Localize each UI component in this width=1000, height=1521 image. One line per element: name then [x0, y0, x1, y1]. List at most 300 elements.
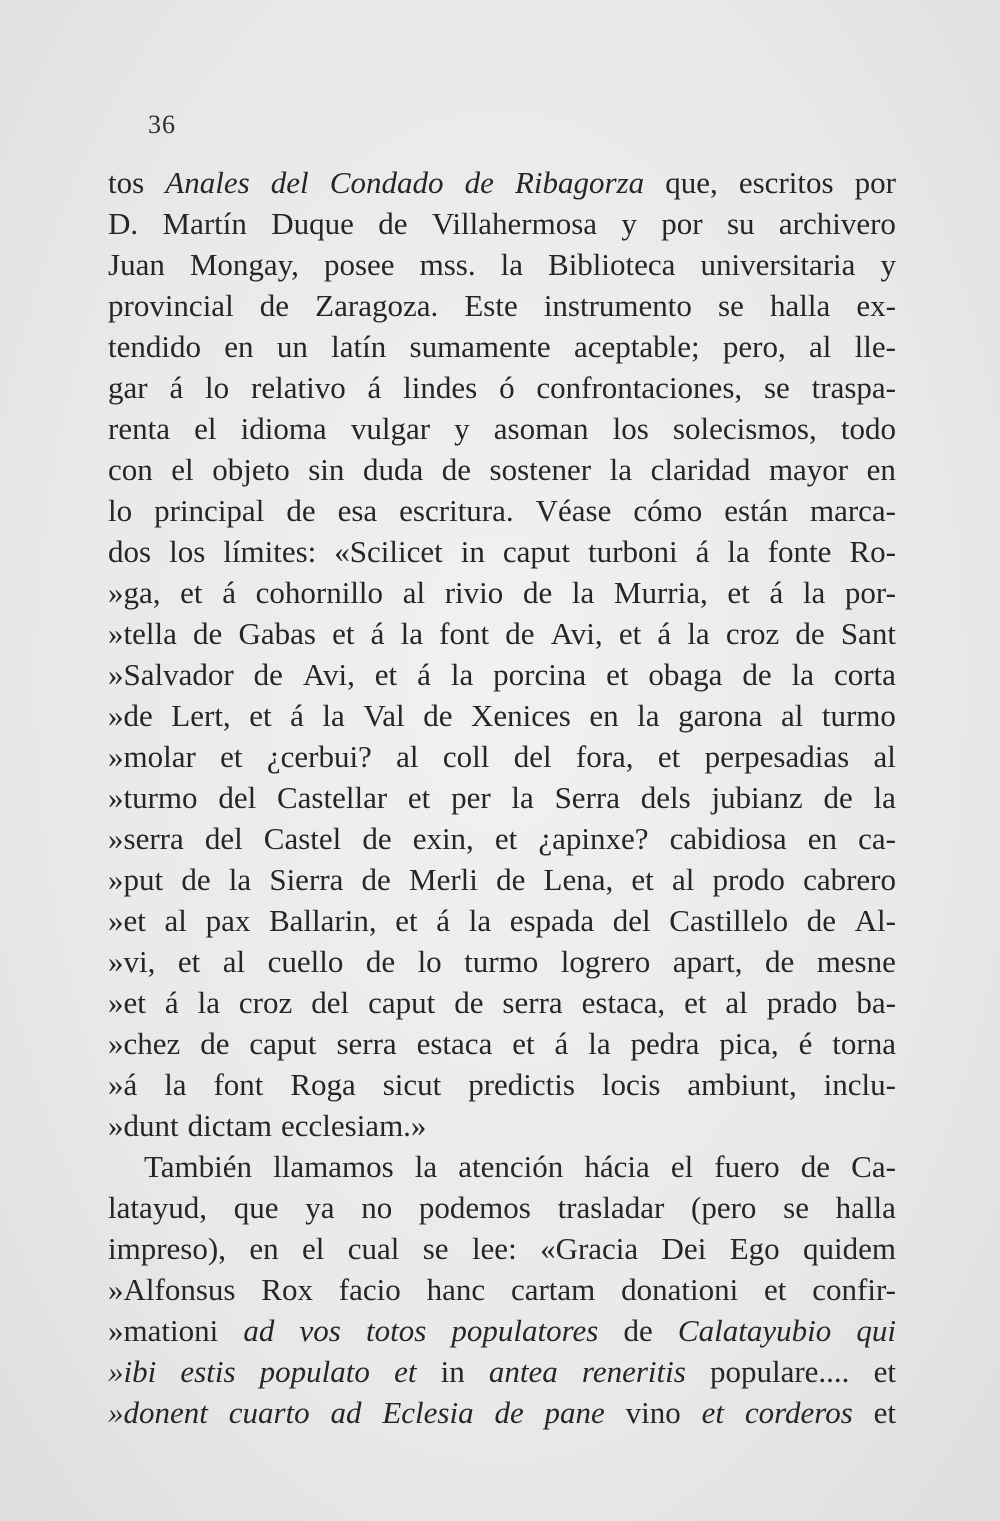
word: de	[441, 452, 472, 487]
text-line	[108, 285, 896, 326]
italic-word: Eclesia	[382, 1395, 474, 1430]
word: su	[726, 206, 755, 241]
word: »put	[108, 862, 164, 897]
text-line	[108, 818, 896, 859]
word: et	[220, 739, 243, 774]
text-line	[108, 654, 896, 695]
word: garona	[678, 698, 763, 733]
word: serra	[336, 1026, 397, 1061]
text-line	[108, 1269, 896, 1310]
word: et	[631, 862, 654, 897]
word: Murria,	[613, 575, 708, 610]
word: mayor	[768, 452, 849, 487]
word: la	[197, 985, 220, 1020]
italic-word: populatores	[451, 1313, 599, 1348]
word: al	[671, 862, 695, 897]
word: la	[588, 1026, 611, 1061]
word: del	[218, 780, 257, 815]
text-line	[108, 244, 896, 285]
word: de	[365, 944, 396, 979]
italic-word: »ibi	[108, 1354, 157, 1389]
word: en	[224, 329, 254, 364]
word: de	[378, 206, 408, 241]
word: apart,	[672, 944, 743, 979]
word: á	[554, 1026, 569, 1061]
word: de	[454, 985, 484, 1020]
text-line	[108, 572, 896, 613]
word: la	[687, 616, 710, 651]
word: de	[505, 616, 535, 651]
word: al	[402, 575, 426, 610]
word: locis	[601, 1067, 661, 1102]
word: fuero	[714, 1149, 780, 1184]
word: universitaria	[700, 247, 856, 282]
italic-word: ad	[330, 1395, 362, 1430]
word: »mationi	[108, 1313, 219, 1348]
word: á	[222, 575, 236, 610]
word: font	[439, 616, 490, 651]
text-line	[108, 490, 896, 531]
word: et	[873, 1395, 896, 1430]
word: obaga	[648, 657, 723, 692]
word: ba-	[856, 985, 896, 1020]
word: trasladar	[557, 1190, 665, 1225]
word: á	[436, 903, 451, 938]
word: confrontaciones,	[536, 370, 743, 405]
word: Lert,	[171, 698, 231, 733]
word: et	[374, 657, 398, 692]
word: de	[806, 903, 837, 938]
italic-word: Condado	[329, 165, 444, 200]
word: »Alfonsus	[108, 1272, 236, 1307]
word: halla	[769, 288, 831, 323]
word: in	[460, 534, 485, 569]
word: sostener	[489, 452, 592, 487]
body-text	[108, 162, 896, 1433]
word: y	[454, 411, 470, 446]
word: dos	[108, 534, 152, 569]
word: et	[657, 739, 681, 774]
word: et	[727, 575, 750, 610]
word: y	[880, 247, 896, 282]
word: solecismos,	[672, 411, 817, 446]
word: »turmo	[108, 780, 198, 815]
word: »de	[108, 698, 153, 733]
word: sumamente	[409, 329, 551, 364]
word: ambiunt,	[687, 1067, 797, 1102]
text-line	[108, 900, 896, 941]
word: la	[791, 657, 814, 692]
word: Roga	[290, 1067, 356, 1102]
italic-word: populato	[259, 1354, 370, 1389]
word: con	[108, 452, 153, 487]
word: escritos	[738, 165, 834, 200]
word: populare....	[709, 1354, 850, 1389]
word: aceptable;	[573, 329, 700, 364]
word: quidem	[803, 1231, 896, 1266]
word: de	[253, 657, 283, 692]
word: sin	[308, 452, 345, 487]
word: »et	[108, 985, 146, 1020]
word: al	[396, 739, 419, 774]
word: También	[144, 1149, 253, 1184]
word: Dei	[661, 1231, 707, 1266]
word: et	[764, 1272, 787, 1307]
word: Villahermosa	[431, 206, 598, 241]
word: de	[181, 862, 211, 897]
text-line	[108, 203, 896, 244]
word: dels	[640, 780, 691, 815]
italic-word: et	[394, 1354, 417, 1389]
word: la	[164, 1067, 187, 1102]
italic-word: de	[494, 1395, 524, 1430]
word: »et	[108, 903, 146, 938]
word: pax	[205, 903, 251, 938]
page-number: 36	[148, 110, 176, 139]
word: Avi,	[550, 616, 603, 651]
word: jubianz	[711, 780, 803, 815]
word: del	[513, 739, 552, 774]
word: Lena,	[543, 862, 614, 897]
text-line	[108, 777, 896, 818]
word: un	[276, 329, 308, 364]
word: de	[823, 780, 853, 815]
word: turmo	[464, 944, 539, 979]
word: objeto	[212, 452, 290, 487]
word: de	[362, 821, 392, 856]
word: de	[361, 862, 391, 897]
word: instrumento	[543, 288, 692, 323]
word: »chez	[108, 1026, 181, 1061]
word: Gabas	[238, 616, 316, 651]
text-line	[108, 1228, 896, 1269]
word: vulgar	[350, 411, 431, 446]
italic-word: corderos	[744, 1395, 853, 1430]
word: caput	[502, 534, 571, 569]
word: »molar	[108, 739, 196, 774]
word: hanc	[426, 1272, 486, 1307]
word: que,	[665, 165, 718, 200]
word: ¿cerbui?	[266, 739, 372, 774]
word: cabidiosa	[669, 821, 787, 856]
word: et	[684, 985, 707, 1020]
word: tos	[108, 165, 145, 200]
word: porcina	[493, 657, 587, 692]
word: per	[451, 780, 491, 815]
word: latayud,	[108, 1190, 207, 1225]
word: mesne	[816, 944, 896, 979]
word: Serra	[554, 780, 620, 815]
word: et	[249, 698, 272, 733]
word: ya	[305, 1190, 335, 1225]
italic-word: Anales	[165, 165, 250, 200]
word: turmo	[821, 698, 896, 733]
word: ó	[499, 370, 515, 405]
word: se	[763, 370, 790, 405]
word: Ca-	[851, 1149, 896, 1184]
word: prado	[766, 985, 838, 1020]
word: predictis	[468, 1067, 575, 1102]
word: los	[169, 534, 206, 569]
word: no	[361, 1190, 393, 1225]
word: duda	[362, 452, 424, 487]
word: al	[222, 944, 246, 979]
italic-word: pane	[544, 1395, 605, 1430]
word: en	[589, 698, 619, 733]
word: archivero	[778, 206, 896, 241]
word: de	[193, 616, 223, 651]
word: la	[322, 698, 345, 733]
word: gar	[108, 370, 148, 405]
word: se	[783, 1190, 809, 1225]
word: et	[407, 780, 431, 815]
word: Castel	[263, 821, 342, 856]
word: cartam	[510, 1272, 596, 1307]
italic-word: vos	[299, 1313, 341, 1348]
text-line	[108, 613, 896, 654]
word: »á	[108, 1067, 138, 1102]
word: están	[724, 493, 788, 528]
word: Sant	[840, 616, 896, 651]
text-line	[108, 859, 896, 900]
word: de	[623, 1313, 653, 1348]
word: se	[422, 1231, 449, 1266]
word: hácia	[584, 1149, 650, 1184]
text-line	[108, 449, 896, 490]
word: esa	[337, 493, 378, 528]
word: la	[400, 616, 423, 651]
word: estaca	[416, 1026, 493, 1061]
word: fora,	[575, 739, 634, 774]
word: de	[742, 657, 772, 692]
word: relativo	[251, 370, 346, 405]
word: Ballarin,	[268, 903, 377, 938]
word: et	[873, 1354, 896, 1389]
word: Véase	[535, 493, 612, 528]
word: escritura.	[399, 493, 514, 528]
text-line	[108, 941, 896, 982]
italic-word: et	[701, 1395, 724, 1430]
word: á	[769, 575, 784, 610]
word: atención	[458, 1149, 564, 1184]
word: rivio	[444, 575, 504, 610]
text-line	[108, 162, 896, 203]
word: perpesadias	[704, 739, 850, 774]
word: Mongay,	[189, 247, 299, 282]
italic-word: Ribagorza	[514, 165, 645, 200]
word: et	[395, 903, 418, 938]
word: in	[440, 1354, 465, 1389]
word: el	[670, 1149, 694, 1184]
word: á	[370, 616, 385, 651]
word: al	[164, 903, 187, 938]
word: por-	[844, 575, 896, 610]
word: á	[290, 698, 304, 733]
italic-word: ad	[243, 1313, 275, 1348]
word: et	[332, 616, 355, 651]
word: logrero	[560, 944, 651, 979]
italic-word: cuarto	[228, 1395, 310, 1430]
text-line	[108, 531, 896, 572]
word: facio	[338, 1272, 401, 1307]
word: Al-	[854, 903, 896, 938]
word: corta	[833, 657, 896, 692]
word: todo	[840, 411, 896, 446]
word: turboni	[588, 534, 678, 569]
word: ecclesiam.»	[280, 1108, 427, 1143]
word: la	[414, 1149, 438, 1184]
paragraph	[108, 162, 896, 1146]
word: la	[511, 780, 534, 815]
word: el	[301, 1231, 325, 1266]
word: caput	[368, 985, 436, 1020]
word: la	[873, 780, 896, 815]
word: »vi,	[108, 944, 156, 979]
word: Castellar	[276, 780, 388, 815]
text-line	[108, 1105, 896, 1146]
word: en	[249, 1231, 279, 1266]
word: posee	[323, 247, 395, 282]
word: Rox	[261, 1272, 313, 1307]
word: y	[621, 206, 637, 241]
word: á	[417, 657, 431, 692]
italic-word: del	[270, 165, 309, 200]
word: caput	[249, 1026, 317, 1061]
word: sicut	[382, 1067, 442, 1102]
italic-word: de	[464, 165, 494, 200]
word: tendido	[108, 329, 201, 364]
word: la	[609, 452, 633, 487]
word: de	[496, 862, 526, 897]
word: lo	[417, 944, 442, 979]
text-line	[108, 1146, 896, 1187]
word: espada	[509, 903, 595, 938]
word: lindes	[403, 370, 478, 405]
word: al	[873, 739, 896, 774]
word: cabrero	[803, 862, 896, 897]
word: serra	[502, 985, 563, 1020]
word: et	[512, 1026, 535, 1061]
word: «Scilicet	[334, 534, 443, 569]
word: et	[494, 821, 518, 856]
word: pica,	[719, 1026, 779, 1061]
word: asoman	[493, 411, 589, 446]
word: claridad	[650, 452, 751, 487]
word: á	[169, 370, 184, 405]
word: lo	[108, 493, 133, 528]
word: al	[780, 698, 804, 733]
word: la	[637, 698, 660, 733]
word: la	[802, 575, 826, 610]
word: inclu-	[823, 1067, 896, 1102]
word: á	[164, 985, 179, 1020]
word: impreso),	[108, 1231, 226, 1266]
word: lee:	[471, 1231, 517, 1266]
word: Biblioteca	[548, 247, 676, 282]
word: cual	[347, 1231, 400, 1266]
word: é	[798, 1026, 813, 1061]
word: croz	[238, 985, 293, 1020]
word: Val	[363, 698, 405, 733]
text-line	[108, 408, 896, 449]
word: latín	[331, 329, 387, 364]
word: la	[571, 575, 595, 610]
word: ex-	[856, 288, 896, 323]
word: límites:	[223, 534, 317, 569]
word: Xenices	[470, 698, 571, 733]
word: la	[450, 657, 474, 692]
word: de	[259, 288, 290, 323]
word: prodo	[712, 862, 785, 897]
word: cohornillo	[255, 575, 384, 610]
text-line	[108, 1064, 896, 1105]
word: Ego	[729, 1231, 780, 1266]
word: ca-	[858, 821, 896, 856]
word: por	[854, 165, 896, 200]
word: provincial	[108, 288, 234, 323]
text-line	[108, 1392, 896, 1433]
word: »tella	[108, 616, 177, 651]
word: principal	[154, 493, 265, 528]
italic-word: estis	[180, 1354, 236, 1389]
word: de	[200, 1026, 230, 1061]
text-line	[108, 326, 896, 367]
word: croz	[725, 616, 780, 651]
word: en	[807, 821, 837, 856]
word: del	[204, 821, 243, 856]
text-line	[108, 736, 896, 777]
word: D.	[108, 206, 139, 241]
word: lo	[205, 370, 230, 405]
word: et	[177, 944, 201, 979]
word: font	[213, 1067, 264, 1102]
word: traspa-	[811, 370, 896, 405]
word: la	[727, 534, 750, 569]
word: marca-	[809, 493, 896, 528]
italic-word: »donent	[108, 1395, 208, 1430]
word: á	[657, 616, 672, 651]
italic-word: reneritis	[581, 1354, 686, 1389]
word: pedra	[630, 1026, 700, 1061]
word: coll	[442, 739, 490, 774]
word: dictam	[187, 1108, 272, 1143]
word: lle-	[854, 329, 896, 364]
word: á	[367, 370, 382, 405]
word: donationi	[621, 1272, 739, 1307]
word: confir-	[812, 1272, 896, 1307]
word: los	[612, 411, 649, 446]
word: cómo	[633, 493, 703, 528]
word: de	[522, 575, 553, 610]
word: cuello	[267, 944, 344, 979]
italic-word: antea	[488, 1354, 558, 1389]
word: del	[612, 903, 651, 938]
word: de	[764, 944, 795, 979]
word: »ga,	[108, 575, 161, 610]
word: al	[725, 985, 748, 1020]
text-line	[108, 1187, 896, 1228]
word: Merli	[409, 862, 478, 897]
word: Sierra	[269, 862, 344, 897]
text-line	[108, 695, 896, 736]
word: de	[795, 616, 825, 651]
word: »dunt	[108, 1108, 179, 1143]
word: Juan	[108, 247, 165, 282]
word: la	[500, 247, 523, 282]
word: la	[468, 903, 492, 938]
word: por	[661, 206, 703, 241]
word: torna	[832, 1026, 896, 1061]
